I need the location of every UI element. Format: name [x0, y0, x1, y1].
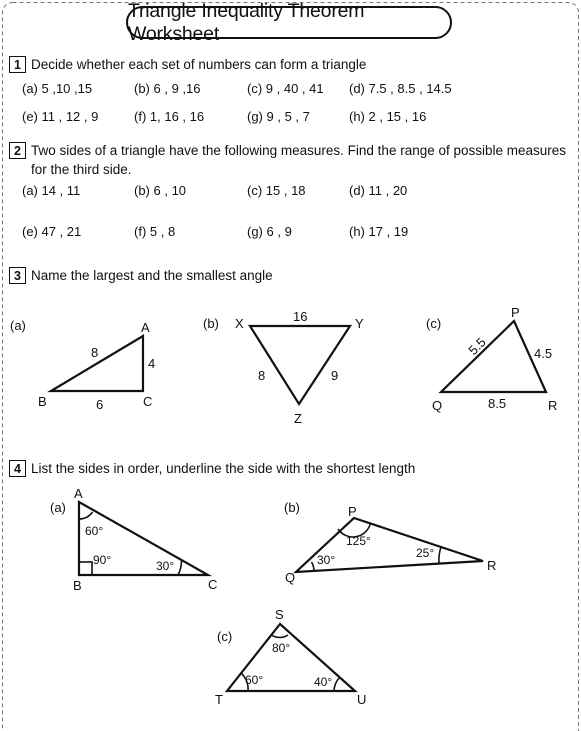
q3-triangle-a — [0, 300, 200, 420]
q2-item-e: (e) 47 , 21 — [22, 224, 82, 239]
q3a-side-ac: 4 — [148, 356, 156, 371]
q1-item-d: (d) 7.5 , 8.5 , 14.5 — [349, 81, 452, 96]
q4a-vertex-c: C — [208, 577, 218, 592]
q2-item-d: (d) 11 , 20 — [349, 183, 408, 198]
q3c-label: (c) — [426, 316, 442, 331]
q3a-vertex-b: B — [38, 394, 47, 409]
q3a-side-bc: 6 — [96, 397, 104, 412]
q4c-angle-t: 60° — [245, 673, 264, 687]
question-1-number: 1 — [9, 56, 26, 73]
q4a-angle-a: 60° — [85, 524, 104, 538]
q4c-vertex-u: U — [357, 692, 367, 707]
q4b-angle-p: 125° — [346, 534, 371, 548]
question-4-prompt: List the sides in order, underline the side with the shortest length — [31, 461, 416, 476]
q3c-side-pq: 5.5 — [465, 334, 489, 358]
q3b-label: (b) — [203, 316, 219, 331]
q2-item-f: (f) 5 , 8 — [134, 224, 176, 239]
q3b-vertex-z: Z — [294, 411, 302, 426]
q4c-vertex-t: T — [215, 692, 223, 707]
worksheet-title: Triangle Inequality Theorem Worksheet — [126, 6, 452, 39]
q1-item-b: (b) 6 , 9 ,16 — [134, 81, 201, 96]
question-1-prompt: Decide whether each set of numbers can form a triangle — [31, 57, 367, 72]
q3c-vertex-r: R — [548, 398, 558, 413]
question-2-number: 2 — [9, 142, 26, 159]
q4-triangle-c — [200, 600, 400, 715]
q4b-vertex-r: R — [487, 558, 497, 573]
q4c-angle-u: 40° — [314, 675, 333, 689]
q4a-vertex-a: A — [74, 486, 83, 501]
q1-item-g: (g) 9 , 5 , 7 — [247, 109, 310, 124]
q3b-side-xz: 8 — [258, 368, 266, 383]
q3a-vertex-c: C — [143, 394, 153, 409]
q4b-label: (b) — [284, 500, 300, 515]
q3c-side-pr: 4.5 — [534, 346, 553, 361]
q4b-angle-r: 25° — [416, 546, 435, 560]
q1-item-f: (f) 1, 16 , 16 — [134, 109, 205, 124]
q1-item-c: (c) 9 , 40 , 41 — [247, 81, 324, 96]
q4c-angle-s: 80° — [272, 641, 291, 655]
q3-triangle-b — [190, 300, 380, 430]
q4b-vertex-p: P — [348, 504, 357, 519]
question-4-number: 4 — [9, 460, 26, 477]
q2-item-b: (b) 6 , 10 — [134, 183, 187, 198]
q4a-angle-b: 90° — [93, 553, 112, 567]
question-3-prompt: Name the largest and the smallest angle — [31, 268, 273, 283]
q1-item-a: (a) 5 ,10 ,15 — [22, 81, 93, 96]
q3a-side-ab: 8 — [91, 345, 99, 360]
q3b-vertex-y: Y — [355, 316, 364, 331]
q4b-vertex-q: Q — [285, 570, 296, 585]
q3-triangle-c — [400, 300, 570, 425]
q3c-vertex-q: Q — [432, 398, 443, 413]
q4a-angle-c: 30° — [156, 559, 175, 573]
q3a-label: (a) — [10, 318, 26, 333]
q3a-vertex-a: A — [141, 320, 150, 335]
question-3-number: 3 — [9, 267, 26, 284]
q2-item-c: (c) 15 , 18 — [247, 183, 306, 198]
q4-triangle-b — [270, 485, 520, 600]
q3c-vertex-p: P — [511, 305, 520, 320]
q1-item-h: (h) 2 , 15 , 16 — [349, 109, 427, 124]
q4c-label: (c) — [217, 629, 233, 644]
q3c-side-qr: 8.5 — [488, 396, 507, 411]
q4b-angle-q: 30° — [317, 553, 336, 567]
q4-triangle-a — [0, 485, 240, 600]
q3b-vertex-x: X — [235, 316, 244, 331]
q1-item-e: (e) 11 , 12 , 9 — [22, 109, 99, 124]
q4c-vertex-s: S — [275, 607, 284, 622]
q2-item-g: (g) 6 , 9 — [247, 224, 292, 239]
q4a-label: (a) — [50, 500, 66, 515]
q3b-side-xy: 16 — [293, 309, 308, 324]
question-2-prompt: Two sides of a triangle have the following measures. Find the range of possible measures for the third side. — [31, 143, 567, 177]
q2-item-h: (h) 17 , 19 — [349, 224, 409, 239]
q2-item-a: (a) 14 , 11 — [22, 183, 81, 198]
q4a-vertex-b: B — [73, 578, 82, 593]
q3b-side-yz: 9 — [331, 368, 339, 383]
